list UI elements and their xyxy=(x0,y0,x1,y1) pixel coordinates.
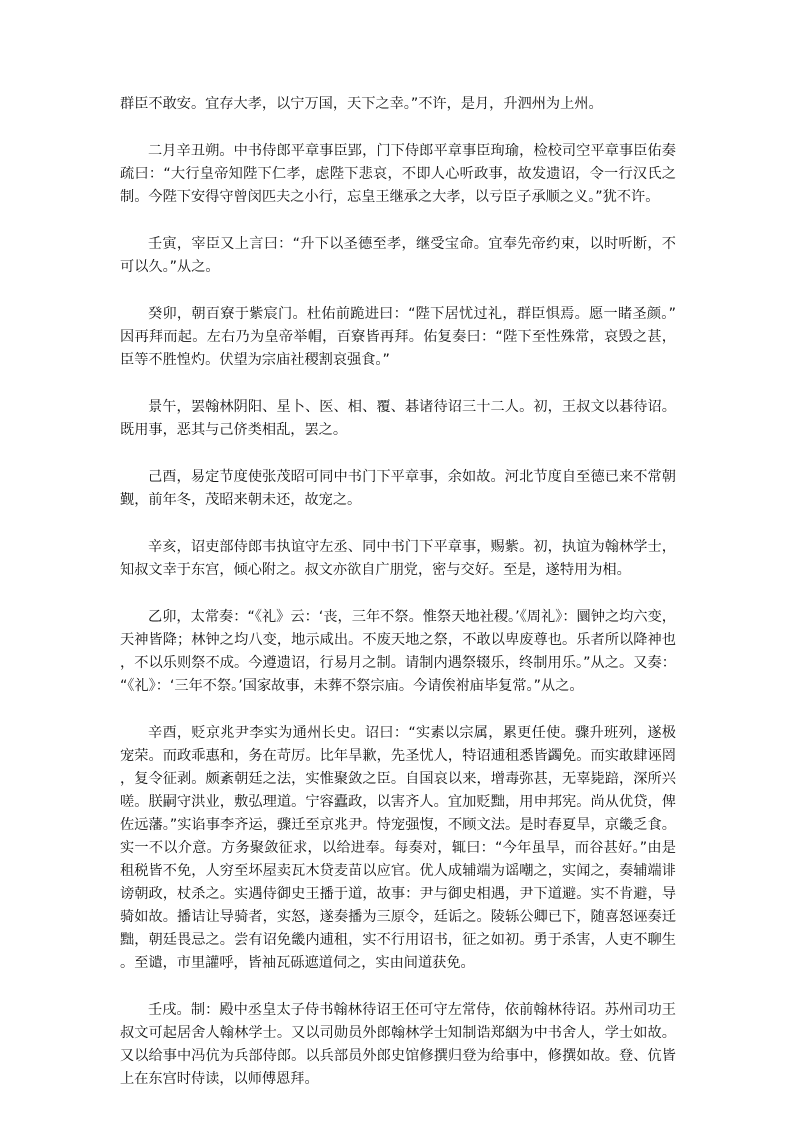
paragraph-3: 壬寅，宰臣又上言曰：“升下以圣德至孝，继受宝命。宜奉先帝约束，以时听断，不可以久。”从之。 xyxy=(120,236,676,275)
paragraph-9: 辛酉，贬京兆尹李实为通州长史。诏曰：“实素以宗属，累更任使。骤升班列，遂极宠荣。而政乖惠和，务在苛厉。比年旱歉，先圣忧人，特诏逋租悉皆蠲免。而实敢肆诬罔，复令征剥。颇紊朝廷之法，实惟聚敛之臣。自国哀以来，增毒弥甚，无辜毙踣，深所兴嗟。朕嗣守洪业，敷弘理道。宁容蠹政，以害齐人。宜加贬黜，用申邦宪。尚从优贷，俾佐远藩。”实谄事李齐运，骤迁至京兆尹。恃宠强愎，不顾文法。是时春夏旱，京畿乏食。实一不以介意。方务聚敛征求，以给进奉。每奏对，辄曰：“今年虽旱，而谷甚好。”由是租税皆不免，人穷至坏屋卖瓦木贷麦苗以应官。优人成辅端为谣嘲之，实闻之，奏辅端诽谤朝政，杖杀之。实遇侍御史王播于道，故事：尹与御史相遇，尹下道避。实不肯避，导骑如故。播诘让导骑者，实怒，遂奏播为三原令，廷诟之。陵轹公卿已下，随喜怒诬奏迁黜，朝廷畏忌之。尝有诏免畿内逋租，实不行用诏书，征之如初。勇于杀害，人吏不聊生。至谴，市里讙呼，皆袖瓦砾遮道伺之，实由间道获免。 xyxy=(120,725,676,971)
paragraph-10: 壬戌。制：殿中丞皇太子侍书翰林待诏王伾可守左常侍，依前翰林待诏。苏州司功王叔文可起居舍人翰林学士。又以司勋员外郎翰林学士知制诰郑絪为中书舍人，学士如故。又以给事中冯伉为兵部侍郎。以兵部员外郎史馆修撰归登为给事中，修撰如故。登、伉皆上在东宫时侍读，以师傅恩拜。 xyxy=(120,1002,676,1087)
paragraph-2: 二月辛丑朔。中书侍郎平章事臣郢，门下侍郎平章事臣珣瑜，检校司空平章事臣佑奏疏曰：“大行皇帝知陛下仁孝，虑陛下悲哀，不即人心听政事，故发遗诏，令一行汉氏之制。今陛下安得守曾闵匹夫之小行，忘皇王继承之大孝，以亏臣子承顺之义。”犹不许。 xyxy=(120,143,676,205)
paragraph-4: 癸卯，朝百寮于紫宸门。杜佑前跪进曰：“陛下居忧过礼，群臣惧焉。愿一睹圣颜。”因再拜而起。左右乃为皇帝举帽，百寮皆再拜。佑复奏曰：“陛下至性殊常，哀毁之甚，臣等不胜惶灼。伏望为宗庙社稷割哀强食。” xyxy=(120,306,676,368)
paragraph-6: 己酉，易定节度使张茂昭可同中书门下平章事，余如故。河北节度自至德已来不常朝觐，前年冬，茂昭来朝未还，故宠之。 xyxy=(120,469,676,508)
paragraph-1: 群臣不敢安。宜存大孝，以宁万国，天下之幸。”不许，是月，升泗州为上州。 xyxy=(120,96,603,112)
document-page xyxy=(120,93,676,1115)
paragraph-7: 辛亥，诏吏部侍郎韦执谊守左丞、同中书门下平章事，赐紫。初，执谊为翰林学士，知叔文幸于东宫，倾心附之。叔文亦欲自广朋党，密与交好。至是，遂特用为相。 xyxy=(120,539,676,578)
paragraph-8: 乙卯，太常奏：“《礼》云：‘丧，三年不祭。惟祭天地社稷。’《周礼》：圜钟之均六变，天神皆降；林钟之均八变，地示咸出。不废天地之祭，不敢以卑废尊也。乐者所以降神也，不以乐则祭不成。今遵遗诏，行易月之制。请制内遇祭辍乐，终制用乐。”从之。又奏：“《礼》：‘三年不祭。’国家故事，未葬不祭宗庙。今请俟祔庙毕复常。”从之。 xyxy=(120,609,676,694)
paragraph-5: 景午，罢翰林阴阳、星卜、医、相、覆、碁诸待诏三十二人。初，王叔文以碁待诏。既用事，恶其与己侪类相乱，罢之。 xyxy=(120,399,676,438)
